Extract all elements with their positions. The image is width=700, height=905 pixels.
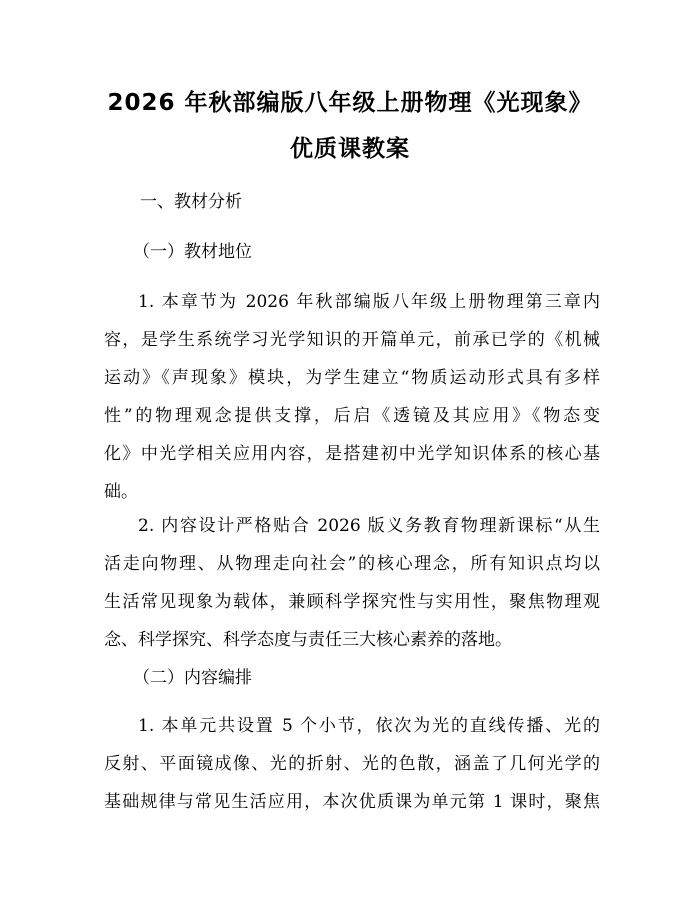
paragraph-1-line: 运动》《声现象》模块，为学生建立“物质运动形式具有多样 [104, 368, 600, 388]
paragraph-1-line: 化》中光学相关应用内容，是搭建初中光学知识体系的核心基 [104, 444, 600, 464]
paragraph-2-line: 生活常见现象为载体，兼顾科学探究性与实用性，聚焦物理观 [104, 592, 600, 612]
subsection-heading-materials-position: （一）教材地位 [133, 242, 252, 262]
paragraph-1 [104, 283, 600, 511]
paragraph-1-line: 础。 [104, 482, 138, 502]
paragraph-1-line: 性”的物理观念提供支撑，后启《透镜及其应用》《物态变 [104, 406, 600, 426]
paragraph-2-line: 念、科学探究、科学态度与责任三大核心素养的落地。 [104, 630, 512, 650]
paragraph-2-line: 2. 内容设计严格贴合 2026 版义务教育物理新课标“从生 [138, 516, 600, 536]
paragraph-3 [104, 707, 600, 821]
paragraph-2-line: 活走向物理、从物理走向社会”的核心理念，所有知识点均以 [104, 554, 600, 574]
paragraph-1-line: 1. 本章节为 2026 年秋部编版八年级上册物理第三章内 [138, 292, 600, 312]
paragraph-1-line: 容，是学生系统学习光学知识的开篇单元，前承已学的《机械 [104, 330, 600, 350]
paragraph-3-line: 基础规律与常见生活应用，本次优质课为单元第 1 课时，聚焦 [104, 792, 600, 812]
section-heading-materials-analysis: 一、教材分析 [140, 192, 242, 212]
document-title-line1: 2026 年秋部编版八年级上册物理《光现象》 [107, 90, 593, 116]
document-title-line2: 优质课教案 [290, 136, 410, 162]
paragraph-3-line: 反射、平面镜成像、光的折射、光的色散，涵盖了几何光学的 [104, 754, 600, 774]
paragraph-2 [104, 507, 600, 659]
paragraph-3-line: 1. 本单元共设置 5 个小节，依次为光的直线传播、光的 [138, 716, 600, 736]
subsection-heading-content-arrangement: （二）内容编排 [133, 668, 252, 688]
